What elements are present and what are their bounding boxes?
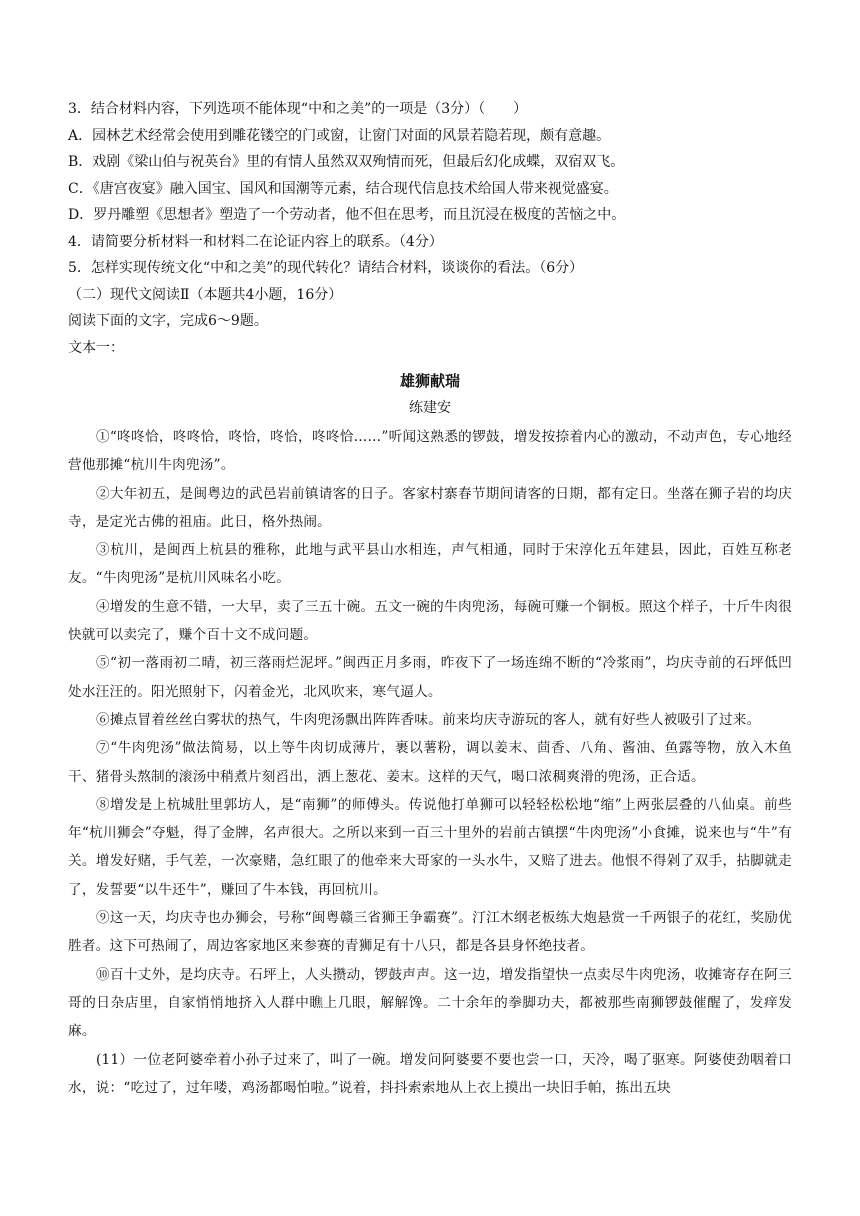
article-paragraph: (11）一位老阿婆牵着小孙子过来了，叫了一碗。增发问阿婆要不要也尝一口，天冷，喝了驱寒。阿婆使劲咽着口水，说：“吃过了，过年喽，鸡汤都喝怕啦。”说着，抖抖索索地从上衣上摸出一块旧手帕，拣出五块: [68, 1051, 792, 1096]
article-title: 雄狮献瑞: [399, 372, 460, 390]
article-paragraph: ①“咚咚恰，咚咚恰，咚恰，咚恰，咚咚恰……”听闻这熟悉的锣鼓，增发按捺着内心的激动，不动声色，专心地经营他那摊“杭川牛肉兜汤”。: [68, 429, 792, 474]
question-5: 5．怎样实现传统文化“中和之美”的现代转化？请结合材料，谈谈你的看法。（6分）: [68, 260, 584, 276]
article-paragraph: ⑥摊点冒着丝丝白雾状的热气，牛肉兜汤飘出阵阵香味。前来均庆寺游玩的客人，就有好些人被吸引了过来。: [96, 711, 761, 728]
article-paragraph: ②大年初五，是闽粤边的武邑岩前镇请客的日子。客家村寨春节期间请客的日期，都有定日。坐落在狮子岩的均庆寺，是定光古佛的祖庙。此日，格外热闹。: [68, 485, 792, 530]
option-a: A．园林艺术经常会使用到雕花镂空的门或窗，让窗门对面的风景若隐若现，颇有意趣。: [68, 127, 611, 144]
article-paragraph: ⑨这一天，均庆寺也办狮会，号称“闽粤赣三省狮王争霸赛”。汀江木纲老板练大炮悬赏一千两银子的花红，奖励优胜者。这下可热闹了，周边客家地区来参赛的青狮足有十八只，都是各县身怀绝技者。: [68, 910, 792, 955]
article-paragraph: ⑧增发是上杭城肚里郭坊人，是“南狮”的师傅头。传说他打单狮可以轻轻松松地“缩”上两张层叠的八仙桌。前些年“杭川狮会”夺魁，得了金牌，名声很大。之所以来到一百三十里外的岩前古镇摆“牛肉兜汤”小食摊，说来也与“牛”有关。增发好赌，手气差，一次豪赌，急红眼了的他牵来大哥家的一头水牛，又赔了进去。他恨不得剁了双手，拈脚就走了，发誓要“以牛还牛”，赚回了牛本钱，再回杭川。: [68, 796, 792, 898]
article-paragraph: ⑦“牛肉兜汤”做法简易，以上等牛肉切成薄片，裹以薯粉，调以姜末、茴香、八角、酱油、鱼露等物，放入木鱼干、猪骨头熬制的滚汤中稍煮片刻舀出，洒上葱花、姜末。这样的天气，喝口浓稠爽滑的兜汤，正合适。: [68, 740, 792, 785]
article-author: 练建安: [409, 400, 451, 416]
option-d: D．罗丹雕塑《思想者》塑造了一个劳动者，他不但在思考，而且沉浸在极度的苦恼之中。: [68, 207, 626, 223]
option-b: B．戏剧《梁山伯与祝英台》里的有情人虽然双双殉情而死，但最后幻化成蝶，双宿双飞。: [68, 154, 625, 170]
question-3: 3．结合材料内容，下列选项不能体现“中和之美”的一项是（3分）（ ）: [68, 101, 528, 117]
article-paragraph: ⑩百十丈外，是均庆寺。石坪上，人头攒动，锣鼓声声。这一边，增发指望快一点卖尽牛肉兜汤，收摊寄存在阿三哥的日杂店里，自家悄悄地挤入人群中瞧上几眼，解解馋。二十余年的拳脚功夫，都被那些南狮锣鼓催醒了，发痒发麻。: [68, 966, 792, 1040]
document-page: [68, 96, 792, 1102]
option-c: C．《唐宫夜宴》融入国宝、国风和国潮等元素，结合现代信息技术给国人带来视觉盛宴。: [68, 180, 618, 197]
article-paragraph: ③杭川，是闽西上杭县的雅称，此地与武平县山水相连，声气相通，同时于宋淳化五年建县，因此，百姓互称老友。“牛肉兜汤”是杭川风味名小吃。: [68, 542, 792, 587]
question-4: 4．请简要分析材料一和材料二在论证内容上的联系。（4分）: [68, 233, 443, 250]
article-paragraph: ④增发的生意不错，一大早，卖了三五十碗。五文一碗的牛肉兜汤，每碗可赚一个铜板。照这个样子，十斤牛肉很快就可以卖完了，赚个百十文不成问题。: [68, 598, 792, 644]
article-paragraph: ⑤“初一落雨初二晴，初三落雨烂泥坪。”闽西正月多雨，昨夜下了一场连绵不断的“冷浆雨”，均庆寺前的石坪低凹处水汪汪的。阳光照射下，闪着金光，北风吹来，寒气逼人。: [68, 655, 792, 700]
section-heading: （二）现代文阅读Ⅱ（本题共4小题，16分）: [68, 286, 343, 303]
text-label: 文本一：: [68, 339, 124, 356]
section-instruction: 阅读下面的文字，完成6～9题。: [68, 313, 268, 329]
